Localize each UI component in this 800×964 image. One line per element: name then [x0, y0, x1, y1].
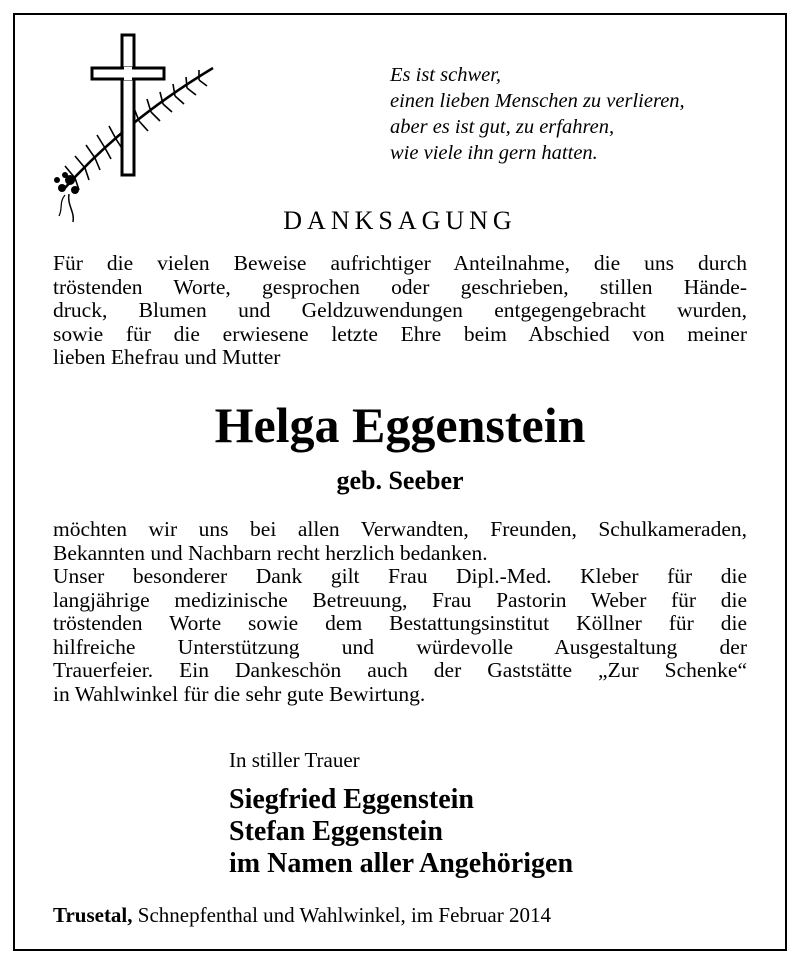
mourner-name: im Namen aller Angehörigen — [229, 848, 574, 879]
intro-line: druck, Blumen und Geldzuwendungen entgegengebracht wurden, — [53, 298, 747, 322]
mourner-name: Stefan Eggenstein — [229, 816, 443, 847]
thanks-paragraph — [53, 518, 747, 706]
intro-line: Für die vielen Beweise aufrichtiger Anteilnahme, die uns durch — [53, 251, 747, 275]
thanks-line: Trauerfeier. Ein Dankeschön auch der Gaststätte „Zur Schenke“ — [53, 658, 747, 682]
thanks-line: in Wahlwinkel für die sehr gute Bewirtung. — [53, 681, 426, 706]
deceased-maiden-name: geb. Seeber — [336, 466, 464, 495]
quote-line: aber es ist gut, zu erfahren, — [390, 116, 615, 138]
deceased-name: Helga Eggenstein — [214, 397, 586, 453]
intro-line: sowie für die erwiesene letzte Ehre beim Abschied von meiner — [53, 321, 747, 346]
quote-line: wie viele ihn gern hatten. — [390, 142, 598, 164]
place-date-rest: Schnepfenthal und Wahlwinkel, im Februar 2014 — [132, 903, 551, 927]
notice-heading: DANKSAGUNG — [283, 206, 517, 235]
intro-line: tröstenden Worte, gesprochen oder geschrieben, stillen Hände- — [53, 274, 747, 299]
mourning-label: In stiller Trauer — [229, 748, 360, 772]
thanks-line: tröstenden Worte sowie dem Bestattungsinstitut Köllner für die — [53, 611, 747, 635]
cross-with-palm-icon — [45, 30, 220, 230]
intro-paragraph — [53, 252, 747, 370]
thanks-line: hilfreiche Unterstützung und würdevolle Ausgestaltung der — [53, 634, 747, 659]
mourner-name: Siegfried Eggenstein — [229, 784, 474, 815]
thanks-line: Unser besonderer Dank gilt Frau Dipl.-Med. Kleber für die — [53, 564, 747, 588]
mourners-list — [229, 784, 573, 880]
quote-line: Es ist schwer, — [390, 64, 502, 86]
place-name: Trusetal, — [53, 903, 133, 927]
thanks-line: langjährige medizinische Betreuung, Frau Pastorin Weber für die — [53, 587, 747, 612]
quote-line: einen lieben Menschen zu verlieren, — [390, 90, 685, 112]
quote-block — [390, 62, 770, 166]
intro-line: lieben Ehefrau und Mutter — [53, 345, 281, 369]
thanks-line: Bekannten und Nachbarn recht herzlich bedanken. — [53, 540, 488, 565]
thanks-line: möchten wir uns bei allen Verwandten, Freunden, Schulkameraden, — [53, 517, 747, 541]
place-date-line — [53, 903, 551, 928]
